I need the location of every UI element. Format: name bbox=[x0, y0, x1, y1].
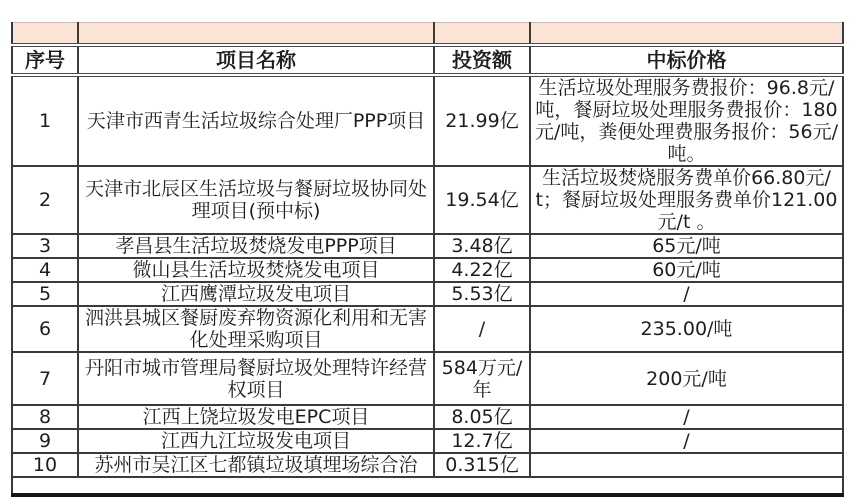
col-header-project-name: 项目名称 bbox=[78, 45, 434, 75]
table-row bbox=[12, 234, 843, 258]
cell-bid-price: 235.00/吨 bbox=[530, 306, 843, 352]
cell-bid-price: / bbox=[530, 405, 843, 429]
cell-project-name: 江西九江垃圾发电项目 bbox=[78, 429, 434, 453]
cell-project-name: 江西鹰潭垃圾发电项目 bbox=[78, 282, 434, 306]
cell-no: 3 bbox=[12, 234, 78, 258]
table-row bbox=[12, 352, 843, 405]
cell-no: 5 bbox=[12, 282, 78, 306]
cell-investment: 19.54亿 bbox=[434, 166, 530, 234]
cell-investment: 584万元/年 bbox=[434, 352, 530, 405]
cell-investment: 8.05亿 bbox=[434, 405, 530, 429]
cell-no: 9 bbox=[12, 429, 78, 453]
cell-investment: / bbox=[434, 306, 530, 352]
bottom-spacer-row bbox=[12, 477, 843, 495]
table-row bbox=[12, 453, 843, 477]
cell-bid-price: 60元/吨 bbox=[530, 258, 843, 282]
cell-project-name: 苏州市吴江区七都镇垃圾填埋场综合治 bbox=[78, 453, 434, 477]
table-row bbox=[12, 258, 843, 282]
cell-investment: 0.315亿 bbox=[434, 453, 530, 477]
top-band-cell bbox=[434, 23, 530, 46]
cell-no: 2 bbox=[12, 166, 78, 234]
table-row bbox=[12, 306, 843, 352]
table-row bbox=[12, 75, 843, 166]
cell-investment: 12.7亿 bbox=[434, 429, 530, 453]
col-header-no: 序号 bbox=[12, 45, 78, 75]
cell-project-name: 江西上饶垃圾发电EPC项目 bbox=[78, 405, 434, 429]
bottom-spacer-cell bbox=[12, 477, 843, 495]
col-header-bid-price: 中标价格 bbox=[530, 45, 843, 75]
cell-project-name: 丹阳市城市管理局餐厨垃圾处理特许经营权项目 bbox=[78, 352, 434, 405]
cell-bid-price: 65元/吨 bbox=[530, 234, 843, 258]
top-band-cell bbox=[530, 23, 843, 46]
cell-bid-price: / bbox=[530, 282, 843, 306]
cell-bid-price: 生活垃圾处理服务费报价：96.8元/吨，餐厨垃圾处理服务费报价：180元/吨，粪便处理费服务报价：56元/吨。 bbox=[530, 75, 843, 166]
bid-results-table bbox=[11, 22, 844, 497]
table-header-row bbox=[12, 45, 843, 75]
cell-investment: 4.22亿 bbox=[434, 258, 530, 282]
cell-bid-price: 200元/吨 bbox=[530, 352, 843, 405]
table-row bbox=[12, 405, 843, 429]
top-band-row bbox=[12, 23, 843, 46]
cell-bid-price bbox=[530, 453, 843, 477]
cell-project-name: 天津市西青生活垃圾综合处理厂PPP项目 bbox=[78, 75, 434, 166]
cell-investment: 3.48亿 bbox=[434, 234, 530, 258]
table-row bbox=[12, 166, 843, 234]
cell-no: 8 bbox=[12, 405, 78, 429]
cell-project-name: 微山县生活垃圾焚烧发电项目 bbox=[78, 258, 434, 282]
cell-investment: 21.99亿 bbox=[434, 75, 530, 166]
cell-project-name: 天津市北辰区生活垃圾与餐厨垃圾协同处理项目(预中标) bbox=[78, 166, 434, 234]
cell-no: 10 bbox=[12, 453, 78, 477]
col-header-investment: 投资额 bbox=[434, 45, 530, 75]
cell-no: 7 bbox=[12, 352, 78, 405]
cell-project-name: 孝昌县生活垃圾焚烧发电PPP项目 bbox=[78, 234, 434, 258]
table-body bbox=[12, 75, 843, 477]
cell-bid-price: / bbox=[530, 429, 843, 453]
cell-project-name: 泗洪县城区餐厨废弃物资源化利用和无害化处理采购项目 bbox=[78, 306, 434, 352]
table-row bbox=[12, 282, 843, 306]
cell-no: 1 bbox=[12, 75, 78, 166]
top-band-cell bbox=[78, 23, 434, 46]
cell-investment: 5.53亿 bbox=[434, 282, 530, 306]
table-row bbox=[12, 429, 843, 453]
cell-no: 4 bbox=[12, 258, 78, 282]
top-band-cell bbox=[12, 23, 78, 46]
cell-no: 6 bbox=[12, 306, 78, 352]
cell-bid-price: 生活垃圾焚烧服务费单价66.80元/t；餐厨垃圾处理服务费单价121.00元/t 。 bbox=[530, 166, 843, 234]
